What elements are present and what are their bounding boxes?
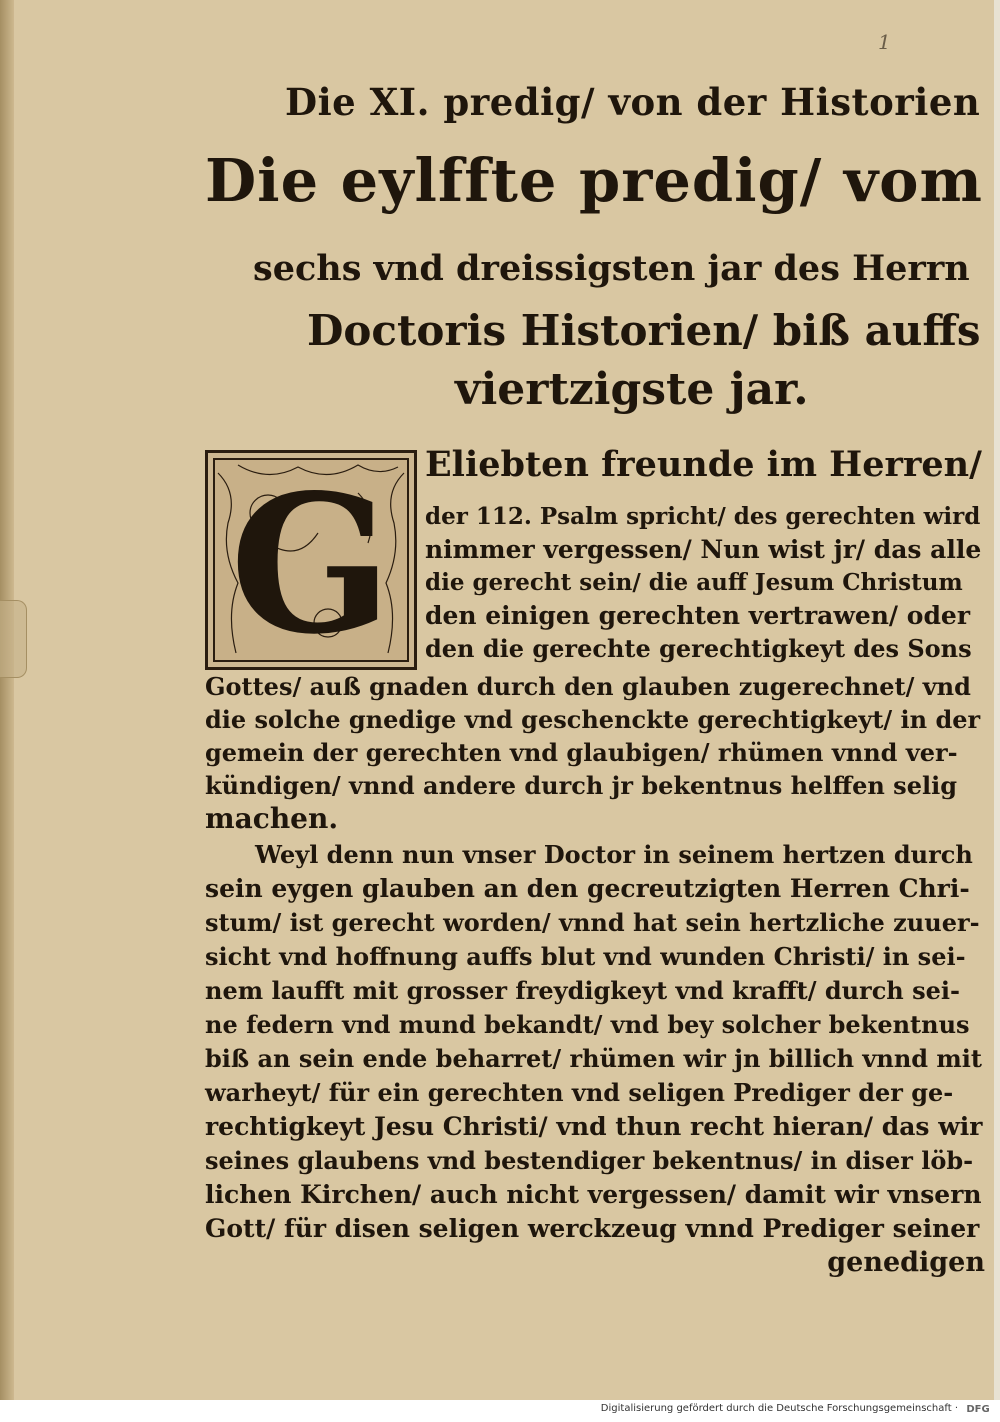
sermon-title-line-1: Die eylffte predig/ vom: [205, 146, 983, 215]
woodcut-initial-illustration: [208, 453, 414, 667]
body-line-16: nem laufft mit grosser freydigkeyt vnd krafft/ durch sei-: [205, 976, 960, 1005]
decorated-initial: [205, 450, 417, 670]
page-right-edge: [994, 0, 1000, 1400]
body-line-4: die gerecht sein/ die auff Jesum Christum: [425, 569, 963, 596]
sermon-title-line-4: viertzigste jar.: [455, 364, 809, 415]
body-line-15: sicht vnd hoffnung auffs blut vnd wunden Christi/ in sei-: [205, 942, 966, 971]
sermon-title-line-2: sechs vnd dreissigsten jar des Herrn: [253, 248, 970, 289]
body-line-7: Gottes/ auß gnaden durch den glauben zugerechnet/ vnd: [205, 672, 971, 701]
body-line-1: Eliebten freunde im Herren/: [425, 444, 982, 485]
running-head: Die XI. predig/ von der Historien: [285, 80, 981, 124]
body-line-14: stum/ ist gerecht worden/ vnnd hat sein hertzliche zuuer-: [205, 908, 980, 937]
page-gutter-shadow: [0, 0, 14, 1400]
body-line-8: die solche gnedige vnd geschenckte gerechtigkeyt/ in der: [205, 705, 981, 734]
funding-notice: Digitalisierung gefördert durch die Deutsche Forschungsgemeinschaft ·: [600, 1403, 958, 1414]
body-line-13: sein eygen glauben an den gecreutzigten Herren Chri-: [205, 874, 970, 903]
body-line-21: seines glaubens vnd bestendiger bekentnus/ in diser löb-: [205, 1146, 974, 1175]
dfg-logo: DFG: [966, 1404, 990, 1415]
body-line-9: gemein der gerechten vnd glaubigen/ rhümen vnnd ver-: [205, 738, 958, 767]
digitization-footer: [0, 1400, 1000, 1422]
body-line-5: den einigen gerechten vertrawen/ oder: [425, 601, 970, 630]
body-line-18: biß an sein ende beharret/ rhümen wir jn billich vnnd mit: [205, 1044, 983, 1073]
body-line-3: nimmer vergessen/ Nun wist jr/ das alle: [425, 535, 982, 564]
body-line-2: der 112. Psalm spricht/ des gerechten wird: [425, 503, 981, 530]
sermon-title-line-3: Doctoris Historien/ biß auffs: [307, 306, 981, 355]
body-line-19: warheyt/ für ein gerechten vnd seligen Prediger der ge-: [205, 1078, 954, 1107]
body-line-12: Weyl denn nun vnser Doctor in seinem hertzen durch: [255, 840, 973, 869]
body-line-6: den die gerechte gerechtigkeyt des Sons: [425, 634, 972, 663]
page-bookmark-tab: [0, 600, 27, 678]
initial-letter: G: [229, 453, 393, 667]
body-line-23: Gott/ für disen seligen werckzeug vnnd Prediger seiner: [205, 1214, 980, 1243]
body-line-11: machen.: [205, 802, 339, 835]
body-line-20: rechtigkeyt Jesu Christi/ vnd thun recht hieran/ das wir: [205, 1112, 983, 1141]
catchword: genedigen: [827, 1247, 985, 1278]
body-line-17: ne federn vnd mund bekandt/ vnd bey solcher bekentnus: [205, 1010, 970, 1039]
body-line-10: kündigen/ vnnd andere durch jr bekentnus helffen selig: [205, 771, 957, 800]
folio-mark: 1: [878, 30, 891, 54]
body-line-22: lichen Kirchen/ auch nicht vergessen/ damit wir vnsern: [205, 1180, 982, 1209]
